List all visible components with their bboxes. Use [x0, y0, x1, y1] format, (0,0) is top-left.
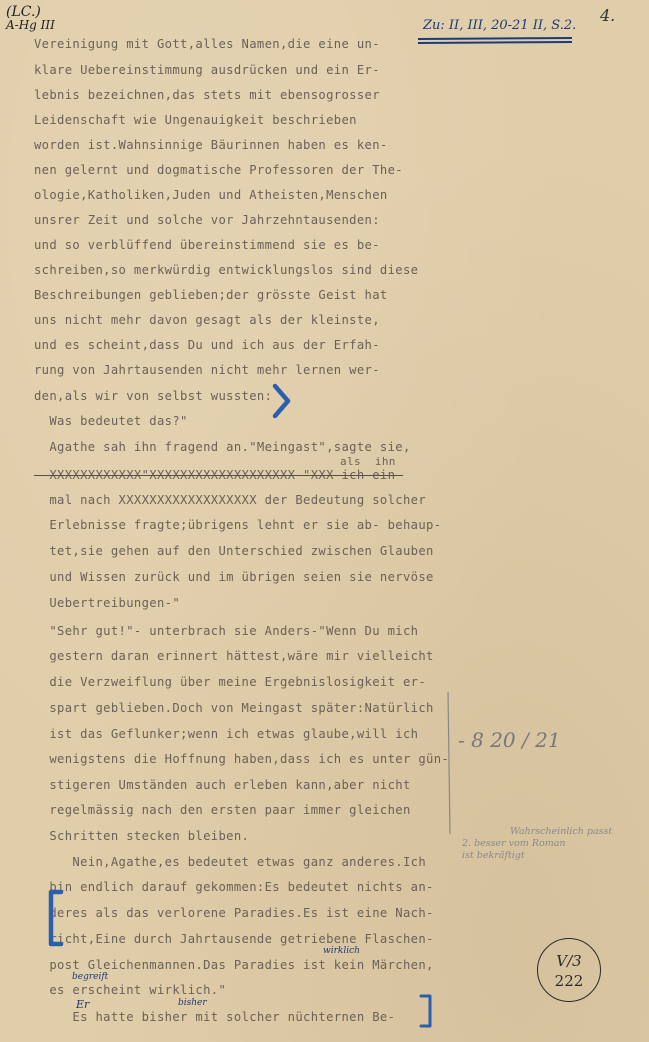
- text-line: Agathe sah ihn fragend an."Meingast",sagte sie,: [34, 440, 411, 454]
- stamp-bottom: 222: [554, 972, 584, 990]
- pencil-note-line3: ist bekräftigt: [462, 850, 525, 861]
- text-line: post Gleichenmannen.Das Paradies ist kein Märchen,: [34, 958, 434, 972]
- text-line: spart geblieben.Doch von Meingast später:Natürlich: [34, 701, 434, 715]
- header-underline: [416, 36, 576, 46]
- text-line: wenigstens die Hoffnung haben,dass ich es unter gün-: [34, 752, 450, 766]
- text-line: worden ist.Wahnsinnige Bäurinnen haben es ken-: [34, 138, 388, 152]
- text-line: mal nach XXXXXXXXXXXXXXXXXX der Bedeutung solcher: [34, 493, 427, 507]
- header-note-text: Zu: II, III, 20-21 II, S.2.: [423, 18, 577, 33]
- interlinear-bisher: bisher: [178, 998, 207, 1008]
- text-line: "Sehr gut!"- unterbrach sie Anders-"Wenn Du mich: [34, 624, 419, 638]
- text-line: richt,Eine durch Jahrtausende getriebene Flaschen-: [34, 932, 434, 946]
- pencil-note-line1: Wahrscheinlich passt: [510, 826, 613, 837]
- text-line: deres als das verlorene Paradies.Es ist eine Nach-: [34, 906, 434, 920]
- text-line: die Verzweiflung über meine Ergebnislosigkeit er-: [34, 675, 427, 689]
- pencil-note: [462, 826, 612, 862]
- corner-note-line2: A-Hg III: [6, 18, 55, 32]
- text-line: Leidenschaft wie Ungenauigkeit beschrieben: [34, 113, 357, 127]
- corner-note-line1: (LC.): [6, 4, 41, 20]
- margin-note-right: - 8 20 / 21: [458, 728, 561, 752]
- page-number: 4.: [600, 6, 616, 25]
- text-line: stigeren Umständen auch erleben kann,aber nicht: [34, 778, 411, 792]
- archive-stamp: [537, 938, 601, 1002]
- text-line: und es scheint,dass Du und ich aus der Erfah-: [34, 338, 380, 352]
- text-line: uns nicht mehr davon gesagt als der kleinste,: [34, 313, 380, 327]
- blue-bracket-left: [44, 888, 66, 948]
- text-line-struck: XXXXXXXXXXXX"XXXXXXXXXXXXXXXXXXX "XXX ich ein-: [34, 468, 403, 482]
- text-line: und so verblüffend übereinstimmend sie es be-: [34, 238, 380, 252]
- text-line: den,als wir von selbst wussten:: [34, 389, 273, 403]
- blue-chevron-mark: [270, 383, 294, 419]
- text-line: es erscheint wirklich.": [34, 983, 227, 997]
- interlinear-begreift: begreift: [72, 972, 109, 982]
- text-line: regelmässig nach den ersten paar immer gleichen: [34, 803, 411, 817]
- text-line: Es hatte bisher mit solcher nüchternen Be-: [34, 1010, 396, 1024]
- text-line: Vereinigung mit Gott,alles Namen,die eine un-: [34, 37, 380, 51]
- text-line: und Wissen zurück und im übrigen seien sie nervöse: [34, 570, 434, 584]
- text-line: gestern daran erinnert hättest,wäre mir vielleicht: [34, 649, 434, 663]
- text-line: lebnis bezeichnen,das stets mit ebensogrosser: [34, 88, 380, 102]
- text-line: ist das Geflunker;wenn ich etwas glaube,will ich: [34, 727, 419, 741]
- stamp-top: V/3: [556, 952, 582, 970]
- corner-note: [6, 4, 55, 32]
- text-line: Schritten stecken bleiben.: [34, 829, 250, 843]
- text-line: unsrer Zeit und solche vor Jahrzehntausenden:: [34, 213, 380, 227]
- text-line: tet,sie gehen auf den Unterschied zwischen Glauben: [34, 544, 434, 558]
- pencil-margin-line: [440, 688, 460, 838]
- text-line: nen gelernt und dogmatische Professoren der The-: [34, 163, 403, 177]
- text-line: klare Uebereinstimmung ausdrücken und ein Er-: [34, 63, 380, 77]
- text-line: ologie,Katholiken,Juden und Atheisten,Menschen: [34, 188, 388, 202]
- blue-bracket-right: [417, 992, 437, 1030]
- text-line: Beschreibungen geblieben;der grösste Geist hat: [34, 288, 388, 302]
- text-line: Uebertreibungen-": [34, 596, 181, 610]
- interlinear-er: Er: [76, 998, 90, 1011]
- interlinear-wirklich: wirklich: [323, 946, 360, 956]
- pencil-note-line2: 2. besser vom Roman: [462, 838, 566, 849]
- header-note: [423, 18, 576, 33]
- text-line: rung von Jahrtausenden nicht mehr lernen wer-: [34, 363, 380, 377]
- text-line: bin endlich darauf gekommen:Es bedeutet nichts an-: [34, 880, 434, 894]
- text-line: Erlebnisse fragte;übrigens lehnt er sie ab- behaup-: [34, 518, 442, 532]
- text-line: Was bedeutet das?": [34, 414, 188, 428]
- text-line: schreiben,so merkwürdig entwicklungslos sind diese: [34, 263, 419, 277]
- interlinear-als-ihn: als ihn: [340, 455, 396, 468]
- text-line: Nein,Agathe,es bedeutet etwas ganz anderes.Ich: [34, 855, 427, 869]
